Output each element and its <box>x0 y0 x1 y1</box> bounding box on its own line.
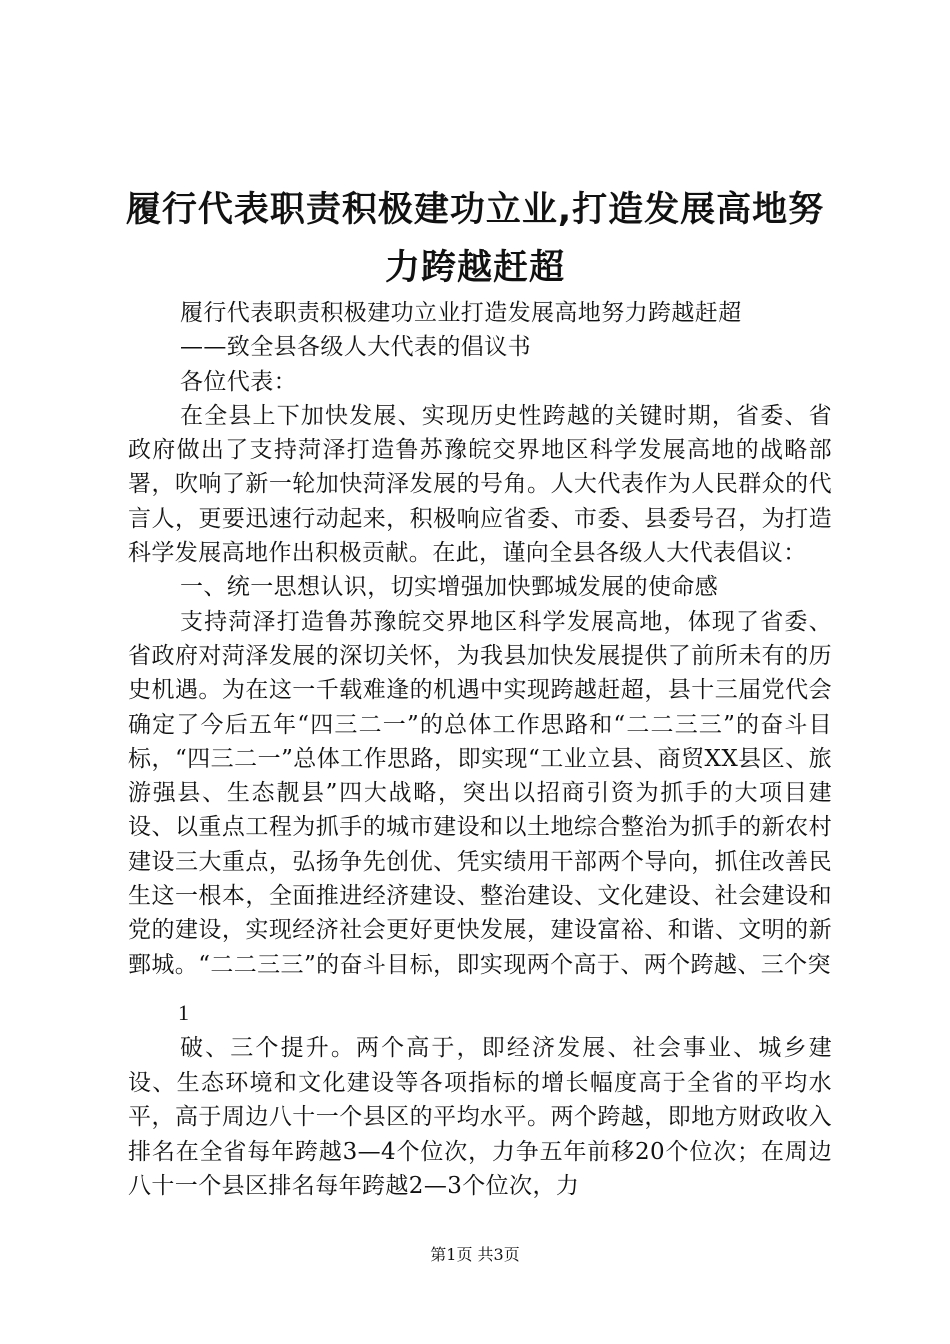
section-heading: 一、统一思想认识，切实增强加快鄄城发展的使命感 <box>180 574 719 601</box>
salutation: 各位代表： <box>180 368 297 395</box>
document-title-line1: 履行代表职责积极建功立业,打造发展高地努 <box>125 190 825 230</box>
body-paragraph: 支持菏泽打造鲁苏豫皖交界地区科学发展高地，体现了省委、省政府对菏泽发展的深切关怀，为我县加快发展提供了前所未有的历史机遇。为在这一千载难逢的机遇中实现跨越赶超，县十三届党代会确定了今后五年“四三二一”的总体工作思路和“二二三三”的奋斗目标，“四三二一”总体工作思路，即实现“工业立县、商贸XX县区、旅游强县、生态靓县”四大战略，突出以招商引资为抓手的大项目建设、以重点工程为抓手的城市建设和以土地综合整治为抓手的新农村建设三大重点，弘扬争先创优、凭实绩用干部两个导向，抓住改善民生这一根本，全面推进经济建设、整治建设、文化建设、社会建设和党的建设，实现经济社会更好更快发展，建设富裕、和谐、文明的新鄄城。“二二三三”的奋斗目标，即实现两个高于、两个跨越、三个突 <box>128 608 832 978</box>
page-marker: 1 <box>178 1000 189 1025</box>
document-title-line2: 力跨越赶超 <box>384 248 565 288</box>
document-body <box>128 296 832 982</box>
subtitle-line: 履行代表职责积极建功立业打造发展高地努力跨越赶超 <box>180 300 742 326</box>
body-paragraph: 在全县上下加快发展、实现历史性跨越的关键时期，省委、省政府做出了支持菏泽打造鲁苏豫皖交界地区科学发展高地的战略部署，吹响了新一轮加快菏泽发展的号角。人大代表作为人民群众的代言人，更要迅速行动起来，积极响应省委、市委、县委号召，为打造科学发展高地作出积极贡献。在此，谨向全县各级人大代表倡议： <box>128 402 832 567</box>
document-body-continued <box>128 1031 832 1204</box>
page-footer: 第1页 共3页 <box>430 1245 520 1264</box>
body-paragraph-continued: 破、三个提升。两个高于，即经济发展、社会事业、城乡建设、生态环境和文化建设等各项指标的增长幅度高于全省的平均水平，高于周边八十一个县区的平均水平。两个跨越，即地方财政收入排名在全省每年跨越3—4个位次，力争五年前移20个位次；在周边八十一个县区排名每年跨越2—3个位次，力 <box>128 1035 832 1199</box>
subtitle-dash-line: ——致全县各级人大代表的倡议书 <box>180 334 531 361</box>
